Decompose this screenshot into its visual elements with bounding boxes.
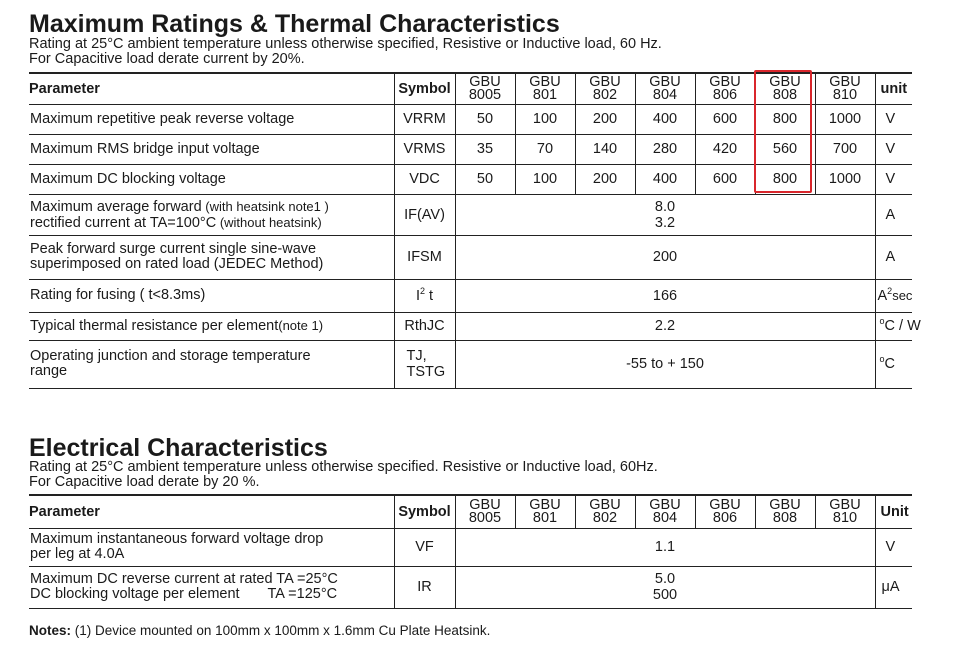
header-model-802: GBU 802 [575, 73, 635, 104]
value-cell: 70 [515, 134, 575, 164]
row-vrrm [29, 104, 912, 134]
unit-vrms: V [875, 134, 912, 164]
electrical-note-1: Rating at 25°C ambient temperature unless otherwise specified. Resistive or Inductive load, 60Hz. [29, 459, 658, 475]
value-cell: 140 [575, 134, 635, 164]
row-fusing [29, 279, 912, 312]
footnote-text: (1) Device mounted on 100mm x 100mm x 1.6mm Cu Plate Heatsink. [71, 623, 491, 638]
value-temperature-range: -55 to + 150 [455, 340, 875, 388]
value-cell: 400 [635, 164, 695, 194]
symbol-vf: VF [394, 528, 455, 566]
header-unit: Unit [875, 495, 912, 528]
header-symbol: Symbol [394, 495, 455, 528]
max-ratings-note-2: For Capacitive load derate current by 20%. [29, 51, 305, 67]
value-cell: 420 [695, 134, 755, 164]
symbol-vrms: VRMS [394, 134, 455, 164]
value-cell: 100 [515, 104, 575, 134]
header-model-806: GBU 806 [695, 73, 755, 104]
row-reverse-current [29, 566, 912, 608]
value-cell: 800 [755, 164, 815, 194]
symbol-rthjc: RthJC [394, 312, 455, 340]
max-ratings-note-1: Rating at 25°C ambient temperature unless otherwise specified, Resistive or Inductive load, 60 Hz. [29, 36, 662, 52]
param-fusing: Rating for fusing ( t<8.3ms) [29, 279, 394, 312]
header-model-804: GBU 804 [635, 73, 695, 104]
param-forward-voltage: Maximum instantaneous forward voltage drop per leg at 4.0A [29, 528, 394, 566]
value-cell: 600 [695, 164, 755, 194]
header-unit: unit [875, 73, 912, 104]
row-vdc [29, 164, 912, 194]
symbol-i2t: $I^2$ t [394, 279, 455, 312]
param-vrrm: Maximum repetitive peak reverse voltage [29, 104, 394, 134]
value-cell: 50 [455, 104, 515, 134]
value-cell: 1000 [815, 104, 875, 134]
value-cell: 280 [635, 134, 695, 164]
param-thermal-resistance: Typical thermal resistance per element(note 1) [29, 312, 394, 340]
header-model-801: GBU 801 [515, 73, 575, 104]
param-operating-temperature: Operating junction and storage temperature range [29, 340, 394, 388]
row-avg-forward-current [29, 194, 912, 235]
param-avg-forward-current: Maximum average forward (with heatsink note1 ) rectified current at TA=100°C (without heatsink) [29, 194, 394, 235]
header-model-8005: GBU 8005 [455, 495, 515, 528]
header-model-808: GBU 808 [755, 495, 815, 528]
unit-vf: V [875, 528, 912, 566]
value-cell: 800 [755, 104, 815, 134]
electrical-header-row [29, 495, 912, 528]
header-model-804: GBU 804 [635, 495, 695, 528]
symbol-tj-tstg: TJ, TSTG [394, 340, 455, 388]
value-cell: 400 [635, 104, 695, 134]
value-i2t: 166 [455, 279, 875, 312]
value-cell: 560 [755, 134, 815, 164]
unit-vdc: V [875, 164, 912, 194]
electrical-title: Electrical Characteristics [29, 434, 328, 462]
value-cell: 200 [575, 104, 635, 134]
value-vf: 1.1 [455, 528, 875, 566]
row-forward-voltage [29, 528, 912, 566]
row-thermal-resistance [29, 312, 912, 340]
value-cell: 700 [815, 134, 875, 164]
electrical-note-2: For Capacitive load derate by 20 %. [29, 474, 260, 490]
value-rthjc: 2.2 [455, 312, 875, 340]
param-vdc: Maximum DC blocking voltage [29, 164, 394, 194]
row-operating-temperature [29, 340, 912, 388]
unit-temperature: $^o$C [875, 340, 912, 388]
value-cell: 600 [695, 104, 755, 134]
value-ir: 5.0 500 [455, 566, 875, 608]
row-surge-current [29, 235, 912, 279]
symbol-vrrm: VRRM [394, 104, 455, 134]
param-surge-current: Peak forward surge current single sine-wave superimposed on rated load (JEDEC Method) [29, 235, 394, 279]
header-model-801: GBU 801 [515, 495, 575, 528]
value-cell: 35 [455, 134, 515, 164]
symbol-ifsm: IFSM [394, 235, 455, 279]
max-ratings-title: Maximum Ratings & Thermal Characteristics [29, 10, 560, 38]
unit-rthjc: $^o$C / W [875, 312, 912, 340]
unit-i2t: $A^2\sec$ [875, 279, 912, 312]
header-symbol: Symbol [394, 73, 455, 104]
value-if-av: 8.0 3.2 [455, 194, 875, 235]
unit-ifsm: A [875, 235, 912, 279]
header-model-810: GBU 810 [815, 495, 875, 528]
value-cell: 200 [575, 164, 635, 194]
row-vrms [29, 134, 912, 164]
value-cell: 50 [455, 164, 515, 194]
header-model-806: GBU 806 [695, 495, 755, 528]
symbol-ir: IR [394, 566, 455, 608]
footnote [29, 623, 490, 638]
value-ifsm: 200 [455, 235, 875, 279]
unit-vrrm: V [875, 104, 912, 134]
value-cell: 1000 [815, 164, 875, 194]
unit-if-av: A [875, 194, 912, 235]
header-model-802: GBU 802 [575, 495, 635, 528]
header-parameter: Parameter [29, 73, 394, 104]
header-parameter: Parameter [29, 495, 394, 528]
param-reverse-current: Maximum DC reverse current at rated TA =25°C DC blocking voltage per element TA =125°C [29, 566, 394, 608]
max-ratings-header-row [29, 73, 912, 104]
footnote-label: Notes: [29, 623, 72, 638]
param-vrms: Maximum RMS bridge input voltage [29, 134, 394, 164]
header-model-808: GBU 808 [755, 73, 815, 104]
header-model-810: GBU 810 [815, 73, 875, 104]
header-model-8005: GBU 8005 [455, 73, 515, 104]
value-cell: 100 [515, 164, 575, 194]
symbol-if-av: IF(AV) [394, 194, 455, 235]
electrical-table [29, 494, 912, 609]
max-ratings-table [29, 72, 921, 389]
symbol-vdc: VDC [394, 164, 455, 194]
unit-ir: μA [875, 566, 912, 608]
